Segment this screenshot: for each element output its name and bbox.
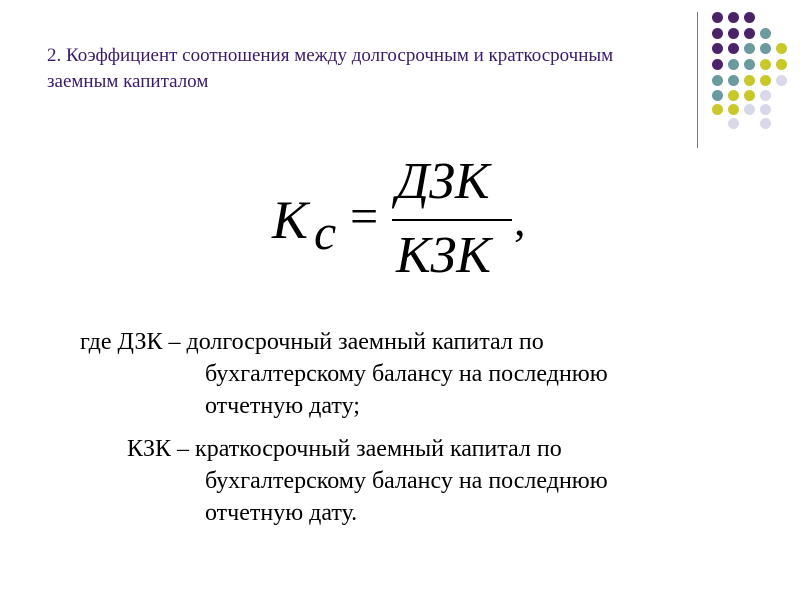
dot	[712, 12, 723, 23]
dot	[712, 43, 723, 54]
definition-dzk-first-line: где ДЗК – долгосрочный заемный капитал по	[80, 329, 544, 355]
dot	[728, 59, 739, 70]
dot	[744, 12, 755, 23]
dot	[760, 59, 771, 70]
dot	[744, 104, 755, 115]
dot	[744, 75, 755, 86]
dot	[728, 12, 739, 23]
definition-kzk-line-2: бухгалтерскому балансу на последнюю	[205, 468, 608, 494]
formula-comma: ,	[514, 194, 526, 245]
formula-equals: =	[350, 188, 379, 244]
dot	[760, 104, 771, 115]
definition-dzk-line-3: отчетную дату;	[205, 393, 360, 419]
dot	[760, 90, 771, 101]
formula-lhs: К	[272, 190, 308, 250]
dot	[712, 28, 723, 39]
dot	[728, 118, 739, 129]
fraction-bar	[392, 219, 512, 221]
dot	[728, 75, 739, 86]
dot	[760, 118, 771, 129]
dot	[760, 28, 771, 39]
dot	[744, 28, 755, 39]
definition-kzk-line-3: отчетную дату.	[205, 500, 358, 526]
definition-dzk-continuation	[205, 358, 608, 422]
dot	[728, 90, 739, 101]
definition-kzk-continuation	[205, 465, 608, 529]
dot	[776, 59, 787, 70]
definition-kzk-first-line: КЗК – краткосрочный заемный капитал по	[127, 436, 562, 462]
formula-subscript: с	[314, 204, 337, 260]
dot	[728, 28, 739, 39]
dot	[744, 90, 755, 101]
dot	[712, 90, 723, 101]
formula-denominator: КЗК	[396, 227, 491, 284]
ratio-formula	[270, 150, 550, 290]
dot	[760, 75, 771, 86]
dot	[760, 43, 771, 54]
formula-numerator: ДЗК	[396, 153, 490, 210]
dot	[776, 75, 787, 86]
decorative-divider	[697, 12, 698, 148]
dot	[712, 104, 723, 115]
definition-dzk-line-2: бухгалтерскому балансу на последнюю	[205, 361, 608, 387]
dot	[744, 43, 755, 54]
dot	[744, 59, 755, 70]
dot	[728, 104, 739, 115]
dot	[728, 43, 739, 54]
dot	[712, 75, 723, 86]
dot	[776, 43, 787, 54]
slide-title: 2. Коэффициент соотношения между долгосрочным и краткосрочным заемным капиталом	[47, 45, 614, 92]
dot	[712, 59, 723, 70]
